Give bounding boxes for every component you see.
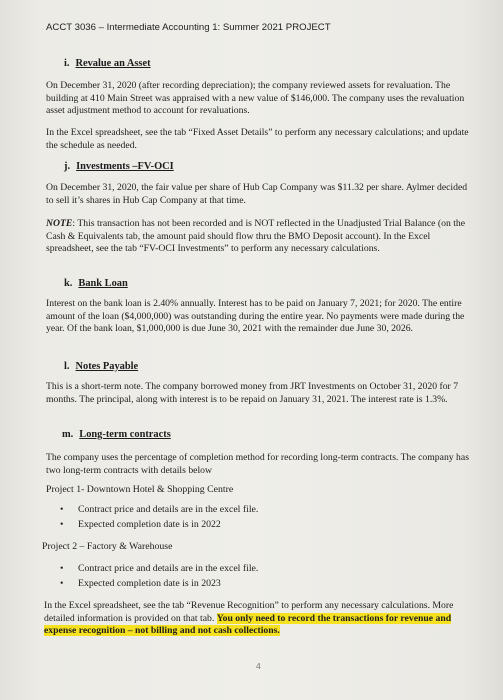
section-k-heading <box>64 278 128 289</box>
bullet-icon: • <box>60 578 64 589</box>
section-i-number: i. <box>64 58 70 69</box>
page-number: 4 <box>256 661 261 671</box>
section-k-title: Bank Loan <box>78 278 128 289</box>
section-k-number: k. <box>64 278 73 289</box>
section-i-title: Revalue an Asset <box>75 58 151 69</box>
project-1-bullet-1: • Contract price and details are in the excel file. <box>60 504 259 515</box>
section-k-paragraph-1: Interest on the bank loan is 2.40% annually. Interest has to be paid on January 7, 2021; for 2020. The entire amount of the loan ($4,000,000) was outstanding during the entire year. No payments were made during the year. Of the bank loan, $1,000,000 is due June 30, 2021 with the remainder due June 30, 2026. <box>46 298 465 335</box>
section-m-title: Long-term contracts <box>79 429 171 440</box>
section-m-number: m. <box>62 429 74 440</box>
project-1-bullet-2: • Expected completion date is in 2022 <box>60 519 221 530</box>
bullet-icon: • <box>60 519 64 530</box>
project-1-label: Project 1- Downtown Hotel & Shopping Centre <box>46 484 234 495</box>
project-2-label: Project 2 – Factory & Warehouse <box>42 541 173 552</box>
project-2-bullet-2: • Expected completion date is in 2023 <box>60 578 221 589</box>
section-j-note <box>46 218 478 256</box>
section-m-heading <box>62 429 171 440</box>
section-l-title: Notes Payable <box>75 361 139 372</box>
page-header: ACCT 3036 – Intermediate Accounting 1: Summer 2021 PROJECT <box>46 22 331 33</box>
section-j-number: j. <box>64 161 71 172</box>
section-i-paragraph-2: In the Excel spreadsheet, see the tab “Fixed Asset Details” to perform any necessary calculations; and update the schedule as needed. <box>46 127 469 151</box>
section-j-heading <box>64 161 174 172</box>
bullet-icon: • <box>60 504 64 515</box>
section-m-paragraph-2 <box>44 600 464 638</box>
section-j-paragraph-1: On December 31, 2020, the fair value per share of Hub Cap Company was $11.32 per share. Aylmer decided to sell it’s shares in Hub Cap Company at that time. <box>46 182 468 206</box>
project-2-bullet-1: • Contract price and details are in the excel file. <box>60 563 259 574</box>
revenue-recognition-text: In the Excel spreadsheet, see the tab “Revenue Recognition” to perform any necessary calculations. More detailed information is provided on that tab. <box>44 600 454 624</box>
section-l-paragraph-1: This is a short-term note. The company borrowed money from JRT Investments on October 31, 2020 for 7 months. The principal, along with interest is to be repaid on January 31, 2021. The interest rate is 1.3%. <box>46 381 459 405</box>
note-text: : This transaction has not been recorded and is NOT reflected in the Unadjusted Trial Balance (on the Cash & Equivalents tab, the amount paid should flow thru the BMO Deposit account). In the Excel spreadsheet, see the tab “FV-OCI Investments” to perform any necessary calculations. <box>46 218 466 255</box>
section-i-paragraph-1: On December 31, 2020 (after recording depreciation); the company reviewed assets for revaluation. The building at 410 Main Street was appraised with a new value of $146,000. The company uses the revaluation asset adjustment method to account for revaluations. <box>46 80 465 117</box>
section-j-title: Investments –FV-OCI <box>76 161 174 172</box>
section-l-number: l. <box>64 361 70 372</box>
bullet-icon: • <box>60 563 64 574</box>
section-l-heading <box>64 361 138 372</box>
note-label: NOTE <box>46 218 73 229</box>
section-m-paragraph-1: The company uses the percentage of completion method for recording long-term contracts. The company has two long-term contracts with details below <box>46 452 469 476</box>
section-i-heading <box>64 58 151 69</box>
highlighted-instruction: You only need to record the transactions for revenue and expense recognition – not billing and not cash collections. <box>44 612 452 637</box>
